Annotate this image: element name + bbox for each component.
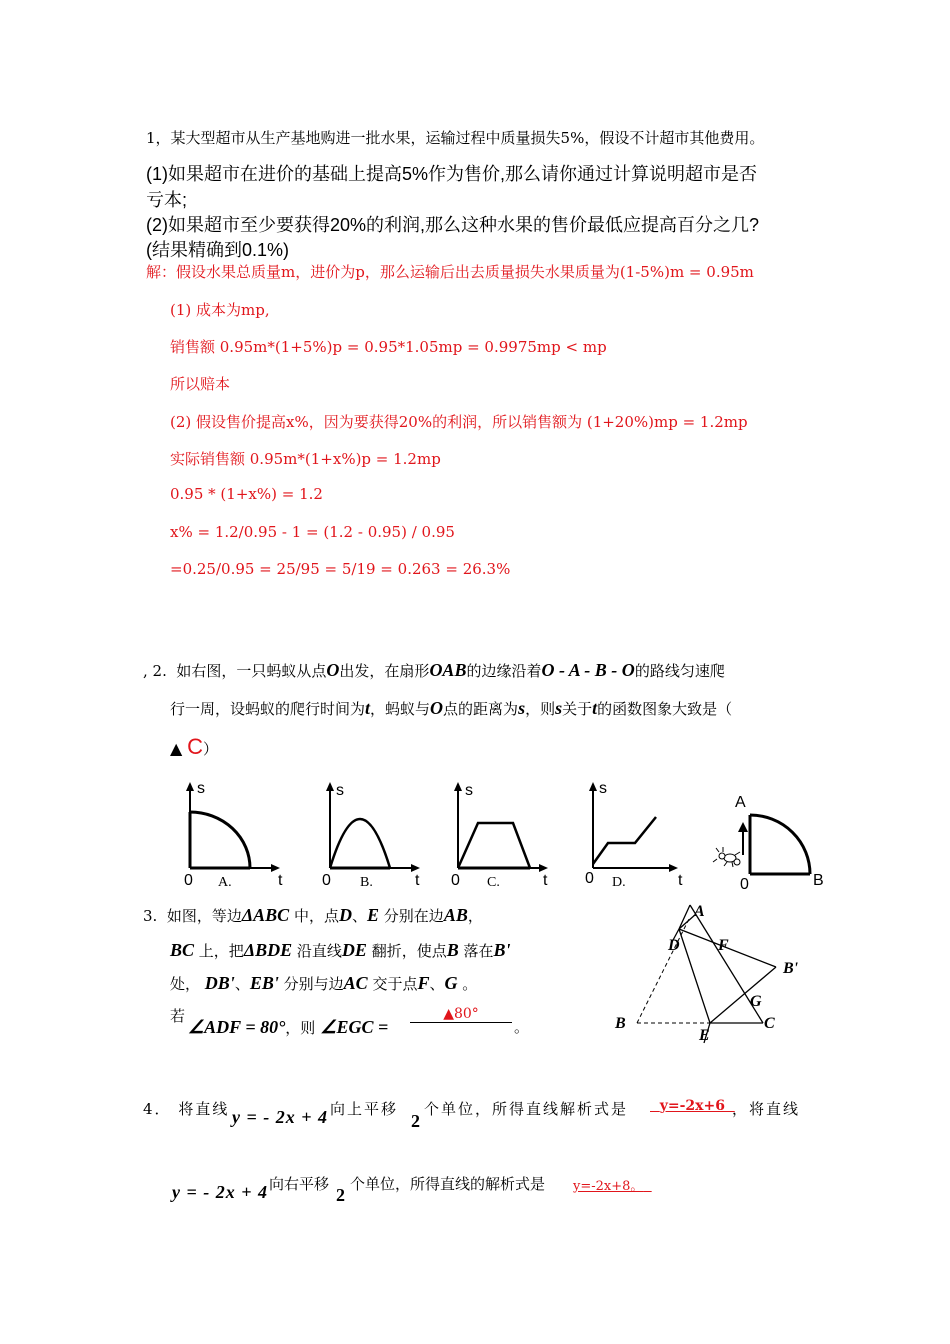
q3-ask: ∠EGC = [320,1017,389,1037]
graph-b-x-label: t [415,872,420,889]
q1-stem: 1，某大型超市从生产基地购进一批水果，运输过程中质量损失5%，假设不计超市其他费用。 [146,129,765,147]
fig-label-e: E [699,1027,710,1044]
solution-line: 销售额 0.95m*(1+5%)p = 0.95*1.05mp = 0.9975mp < mp [170,338,607,356]
q3-line2: BC 上，把ΔBDE 沿直线DE 翻折，使点B 落在B' [170,940,511,960]
sector-label-o: 0 [740,876,749,893]
fig-label-c: C [764,1015,775,1032]
q2-answer-line: ▲ C） [170,734,218,759]
solution-line: 实际销售额 0.95m*(1+x%)p = 1.2mp [170,450,441,468]
sector-oab: OAB [429,660,467,680]
answer-triangle-icon: ▲ [170,739,183,758]
ant-icon [713,847,740,867]
q4-two-a: 2 [411,1111,420,1131]
graph-b-label: B. [360,875,373,890]
path-label: O - A - B - O [541,660,635,680]
q4-up: 向上平移 [330,1100,399,1118]
q4-result-text: 个单位，所得直线解析式是 [424,1100,629,1118]
q3-number: 3. [143,907,158,925]
q2-line2: 行一周，设蚂蚁的爬行时间为t，蚂蚁与O点的距离为s，则s关于t的函数图象大致是（ [170,698,733,718]
q4-number: 4． [143,1100,172,1118]
solution-line: =0.25/0.95 = 25/95 = 5/19 = 0.263 = 26.3% [170,560,511,578]
solution-line: (1) 成本为mp, [170,301,270,319]
q2-answer: C [187,734,203,759]
solution-line: x% = 1.2/0.95 - 1 = (1.2 - 0.95) / 0.95 [170,523,455,541]
q3-condition: ∠ADF = 80° [188,1017,286,1037]
q4-right: 向右平移 [269,1175,330,1193]
graph-d-y-label: s [599,780,607,797]
q4-answer1: y=-2x+6 [659,1098,725,1114]
graph-d-x-label: t [678,872,683,889]
q4-line1-end: ，将直线 [732,1100,801,1118]
q4-line1: 4． 将直线 [143,1100,230,1118]
q4-answer2: y=-2x+8。 [573,1179,644,1194]
q4-result-text-2: 个单位，所得直线的解析式是 [350,1175,546,1193]
sector-label-b: B [813,872,824,889]
graph-c-label: C. [487,875,500,890]
fig-label-b: B [615,1015,626,1032]
fig-label-f: F [718,937,729,954]
graph-b-y-label: s [336,782,344,799]
graph-c-origin: 0 [451,872,460,889]
q3-line1: 3. 如图，等边ΔABC 中，点D、E 分别在边AB， [143,905,483,925]
fig-label-d: D [668,937,680,954]
graph-b-origin: 0 [322,872,331,889]
q3-if: 若 [170,1007,186,1025]
solution-line: 0.95 * (1+x%) = 1.2 [170,485,323,503]
sector-label-a: A [735,794,746,811]
q3-answer-blank [410,1006,512,1023]
q1-part2-line2: (结果精确到0.1%) [146,240,290,260]
q4-equation-2: y = - 2x + 4 [172,1182,268,1202]
solution-line: (2) 假设售价提高x%，因为要获得20%的利润，所以销售额为 (1+20%)mp = 1.2mp [170,413,748,431]
fig-label-bprime: B' [783,960,799,977]
fig-label-a: A [694,903,705,920]
graph-a-label: A. [218,875,232,890]
graph-a-origin: 0 [184,872,193,889]
graph-a-y-label: s [197,780,205,797]
fig-label-g: G [750,993,762,1010]
q1-part2-line1: (2)如果超市至少要获得20%的利润,那么这种水果的售价最低应提高百分之几? [146,215,760,235]
q1-part1-line2: 亏本; [146,190,188,210]
point-o: O [326,660,340,680]
q2-number: , 2. [143,662,167,680]
graph-d-origin: 0 [585,870,594,887]
q3-line4: ∠ADF = 80°，则 ∠EGC = [188,1017,389,1037]
graph-c-y-label: s [465,782,473,799]
graph-d-label: D. [612,875,626,890]
solution-line: 所以赔本 [170,375,231,393]
q1-part1-line1: (1)如果超市在进价的基础上提高5%作为售价,那么请你通过计算说明超市是否 [146,164,758,184]
q3-line3: 处， DB'、EB' 分别与边AC 交于点F、G 。 [170,973,478,993]
q2-line1: , 2. 如右图，一只蚂蚁从点O出发，在扇形OAB的边缘沿着O - A - B - O的路线匀速爬 [143,660,725,680]
q4-equation: y = - 2x + 4 [232,1107,328,1127]
q3-answer: ▲80° [443,1006,479,1022]
solution-line: 解：假设水果总质量m，进价为p，那么运输后出去质量损失水果质量为(1-5%)m = 0.95m [146,263,754,281]
graph-a-x-label: t [278,872,283,889]
q4-two-b: 2 [336,1185,345,1205]
graph-c-x-label: t [543,872,548,889]
